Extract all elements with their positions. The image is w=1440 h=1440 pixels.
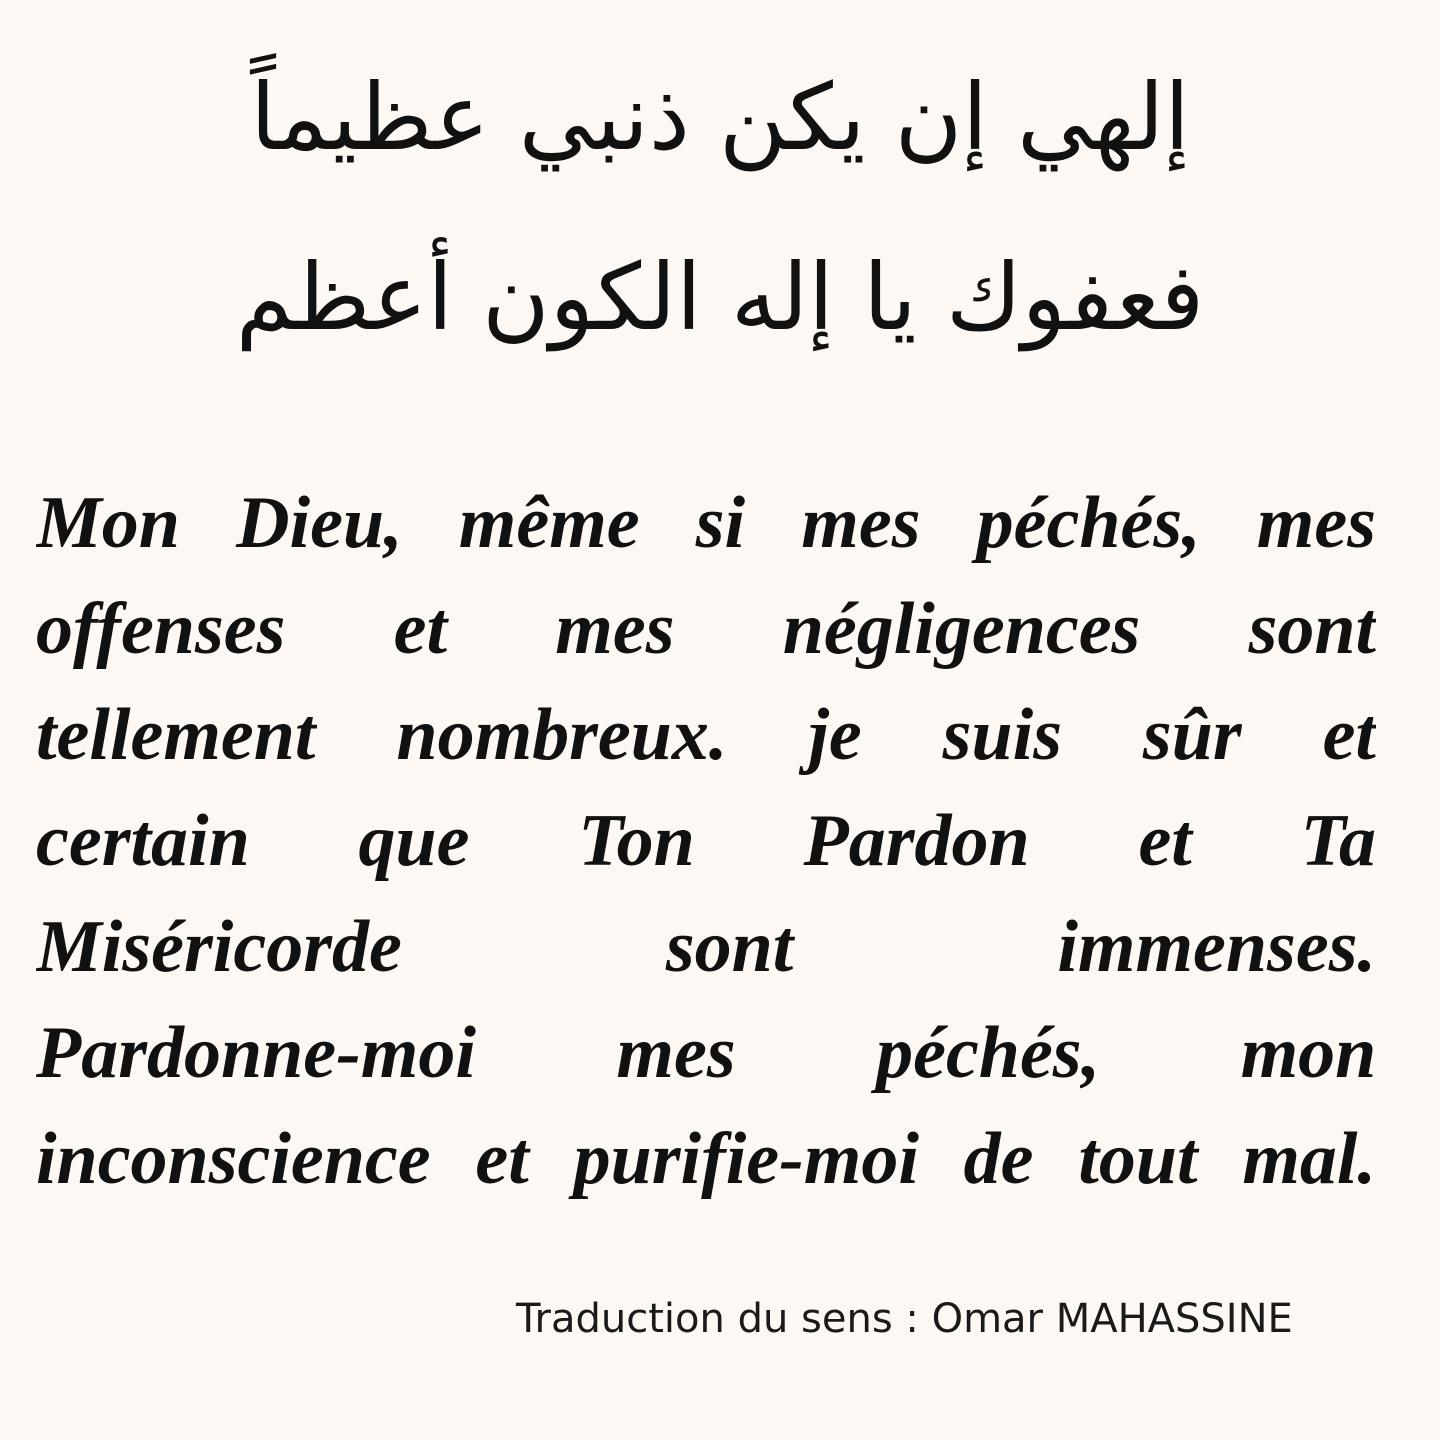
french-translation xyxy=(36,470,1376,1212)
translator-credit: Traduction du sens : Omar MAHASSINE xyxy=(516,1296,1293,1342)
translation-line-6: Pardonne-moi mes péchés, mon xyxy=(36,1012,1376,1094)
translation-line-2: offenses et mes négligences sont xyxy=(36,588,1376,670)
arabic-verse-line-1: إلهي إن يكن ذنبي عظيماً xyxy=(250,63,1190,171)
translation-line-5: Miséricorde sont immenses. xyxy=(36,906,1376,988)
arabic-verse xyxy=(0,30,1440,390)
translation-line-7: inconscience et purifie-moi de tout mal. xyxy=(36,1118,1376,1200)
translation-line-1: Mon Dieu, même si mes péchés, mes xyxy=(36,482,1376,564)
arabic-verse-line-2: فعفوك يا إله الكون أعظم xyxy=(235,243,1205,351)
translation-line-3: tellement nombreux. je suis sûr et xyxy=(36,694,1376,776)
translation-line-4: certain que Ton Pardon et Ta xyxy=(36,800,1376,882)
